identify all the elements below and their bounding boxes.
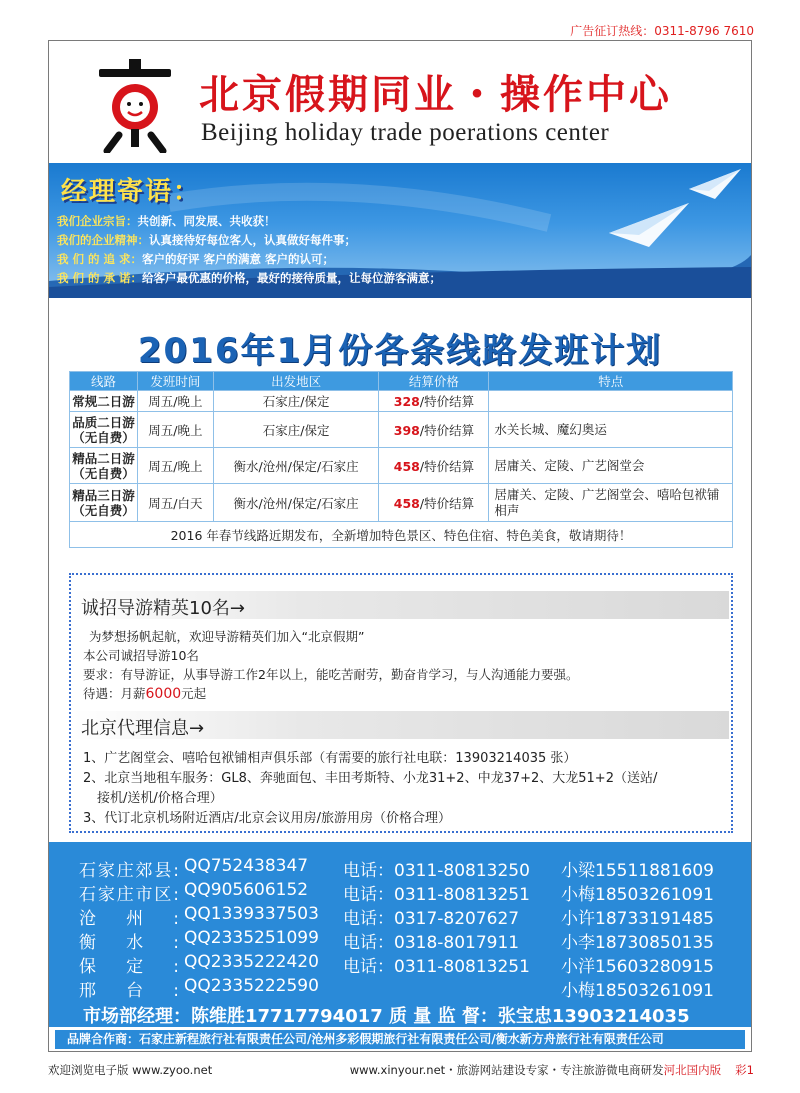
agency-line: 接机/送机/价格合理）: [97, 791, 223, 806]
agency-line: 1、广艺阁堂会、嘻哈包袱铺相声俱乐部（有需要的旅行社电联：13903214035 张）: [83, 751, 577, 766]
time-cell: 周五/晚上: [137, 391, 213, 412]
col-feature: 特点: [489, 372, 733, 391]
contacts-panel: 石家庄郊县: QQ752438347 电话：0311-80813250 小梁15511881609 石家庄市区: QQ905606152 电话：0311-80813251 小梅18503261091 沧州: QQ1339337503 电话：0317-8207627 小许18733191485 衡水: QQ2335251099 电话：0318-8017911 小李18730850135 保定: QQ2335222420 电话：0311-80813251 小洋15603280915 邢台: QQ2335222590 小梅18503261091 市场部经理：陈维胜17717794017 质 量 监 督：张宝忠13903214035: [49, 842, 751, 1027]
schedule-title: 2016年1月份各条线路发班计划: [137, 331, 663, 371]
recruit-line: 本公司诚招导游10名: [83, 648, 199, 663]
feature-cell: [489, 391, 733, 412]
route-cell: 品质二日游 （无自费）: [70, 412, 138, 448]
agency-line: 2、北京当地租车服务：GL8、奔驰面包、丰田考斯特、小龙31+2、中龙37+2、大龙51+2（送站/: [83, 771, 658, 786]
managers-line: 市场部经理：陈维胜17717794017 质 量 监 督：张宝忠13903214035: [83, 1006, 690, 1027]
title-en: Beijing holiday trade poerations center: [201, 119, 610, 146]
footer-left: 欢迎浏览电子版 www.zyoo.net: [48, 1063, 213, 1077]
table-row: [70, 412, 733, 448]
footer-right: www.xinyour.net・旅游网站建设专家・专注旅游微电商研发河北国内版 彩1: [349, 1063, 754, 1077]
table-row: [70, 448, 733, 484]
jing-logo-icon: [95, 59, 175, 153]
ad-hotline: 广告征订热线：0311-8796 7610: [570, 24, 754, 38]
price-cell: 328/特价结算: [379, 391, 489, 412]
recruit-salary: 待遇：月薪6000元起: [83, 686, 207, 702]
price-cell: 458/特价结算: [379, 448, 489, 484]
table-row: [70, 484, 733, 522]
col-time: 发班时间: [137, 372, 213, 391]
footer-edition: 河北国内版: [663, 1063, 722, 1077]
col-price: 结算价格: [379, 372, 489, 391]
area-cell: 石家庄/保定: [213, 391, 379, 412]
schedule-table: [69, 371, 733, 548]
schedule-header-row: [70, 372, 733, 391]
manager-banner: [49, 163, 751, 298]
schedule-note-row: [70, 522, 733, 548]
banner-row-spirit: 我们的企业精神：认真接待好每位客人，认真做好每件事；: [57, 233, 356, 247]
page-frame: [48, 40, 752, 1052]
col-area: 出发地区: [213, 372, 379, 391]
route-cell: 常规二日游: [70, 391, 138, 412]
time-cell: 周五/晚上: [137, 448, 213, 484]
feature-cell: 居庸关、定陵、广艺阁堂会: [489, 448, 733, 484]
info-box: [69, 573, 733, 833]
banner-title: 经理寄语：: [61, 177, 202, 207]
recruit-line: 为梦想扬帆起航，欢迎导游精英们加入“北京假期”: [89, 629, 365, 644]
route-cell: 精品二日游 （无自费）: [70, 448, 138, 484]
agency-heading: 北京代理信息→: [81, 718, 205, 739]
schedule-note: 2016 年春节线路近期发布，全新增加特色景区、特色住宿、特色美食，敬请期待！: [70, 522, 733, 548]
banner-row-pursuit: 我 们 的 追 求：客户的好评 客户的满意 客户的认可；: [57, 252, 335, 266]
paper-plane-small-icon: [689, 169, 741, 199]
route-cell: 精品三日游 （无自费）: [70, 484, 138, 522]
area-cell: 石家庄/保定: [213, 412, 379, 448]
area-cell: 衡水/沧州/保定/石家庄: [213, 484, 379, 522]
partners-bar: [49, 1027, 751, 1052]
banner-row-mission: 我们企业宗旨：共创新、同发展、共收获！: [57, 214, 276, 228]
feature-cell: 水关长城、魔幻奥运: [489, 412, 733, 448]
table-row: [70, 391, 733, 412]
recruit-heading: 诚招导游精英10名→: [81, 598, 245, 619]
paper-plane-icon: [609, 203, 689, 247]
price-cell: 458/特价结算: [379, 484, 489, 522]
banner-row-promise: 我 们 的 承 诺：给客户最优惠的价格，最好的接待质量，让每位游客满意；: [57, 271, 442, 285]
feature-cell: 居庸关、定陵、广艺阁堂会、嘻哈包袱铺相声: [489, 484, 733, 522]
title-cn: 北京假期同业・操作中心: [199, 71, 672, 118]
header: [49, 41, 751, 163]
agency-line: 3、代订北京机场附近酒店/北京会议用房/旅游用房（价格合理）: [83, 811, 452, 826]
partners-text: 品牌合作商：石家庄新程旅行社有限责任公司/沧州多彩假期旅行社有限责任公司/衡水新方舟旅行社有限责任公司: [55, 1030, 745, 1049]
page-number: 彩1: [735, 1063, 754, 1077]
price-cell: 398/特价结算: [379, 412, 489, 448]
time-cell: 周五/晚上: [137, 412, 213, 448]
time-cell: 周五/白天: [137, 484, 213, 522]
col-route: 线路: [70, 372, 138, 391]
recruit-line: 要求：有导游证，从事导游工作2年以上，能吃苦耐劳，勤奋肯学习，与人沟通能力要强。: [83, 667, 579, 682]
area-cell: 衡水/沧州/保定/石家庄: [213, 448, 379, 484]
